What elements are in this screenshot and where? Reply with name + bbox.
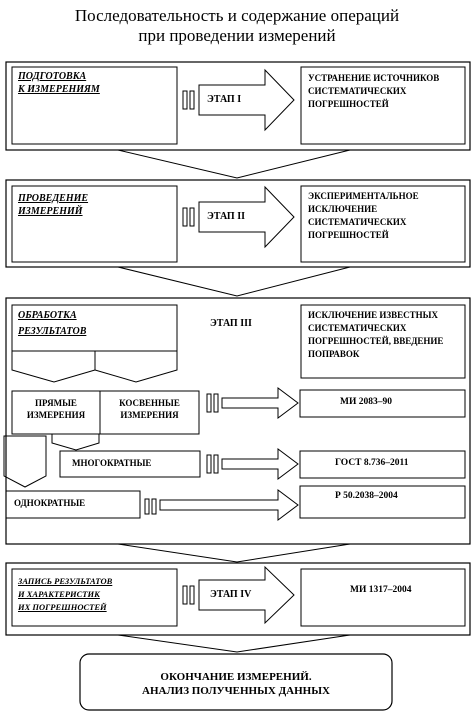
funnel-3 [118,544,350,562]
indirect-chevron [52,434,99,450]
conduct-stage-label: ЭТАП II [207,211,245,222]
prep-name-line-1: ПОДГОТОВКА [18,71,87,82]
conduct-result-line-3: СИСТЕМАТИЧЕСКИХ [308,217,407,227]
conduct-result-line-1: ЭКСПЕРИМЕНТАЛЬНОЕ [308,191,419,201]
record-stage-label: ЭТАП IV [210,589,252,600]
conduct-result-line-2: ИСКЛЮЧЕНИЕ [308,204,378,214]
prep-result-line-1: УСТРАНЕНИЕ ИСТОЧНИКОВ [308,73,440,83]
indirect-marker-bars [207,394,218,412]
final-line-1: ОКОНЧАНИЕ ИЗМЕРЕНИЙ. [160,671,312,683]
record-marker-bars [183,586,194,604]
prep-result-line-2: СИСТЕМАТИЧЕСКИХ [308,86,407,96]
direct-chevron [4,436,46,487]
process-result-line-4: ПОПРАВОК [308,349,360,359]
process-name-line-1: ОБРАБОТКА [18,310,77,321]
std-multiple-label: ГОСТ 8.736–2011 [335,458,409,468]
funnel-1 [118,150,350,178]
process-result-line-3: ПОГРЕШНОСТЕЙ, ВВЕДЕНИЕ [308,336,444,346]
std-indirect-label: МИ 2083–90 [340,397,392,407]
multiple-label: МНОГОКРАТНЫЕ [72,458,152,468]
final-line-2: АНАЛИЗ ПОЛУЧЕННЫХ ДАННЫХ [142,685,330,697]
record-name-line-1: ЗАПИСЬ РЕЗУЛЬТАТОВ [18,576,113,586]
indirect-label-line-1: КОСВЕННЫЕ [119,398,180,408]
title-line-2: при проведении измерений [138,26,336,45]
process-result-line-2: СИСТЕМАТИЧЕСКИХ [308,323,407,333]
conduct-name-line-1: ПРОВЕДЕНИЕ [18,193,89,204]
process-name-line-2: РЕЗУЛЬТАТОВ [18,326,87,337]
title-line-1: Последовательность и содержание операций [74,6,400,25]
conduct-result-line-4: ПОГРЕШНОСТЕЙ [308,230,389,240]
std-single-label: Р 50.2038–2004 [335,491,398,501]
conduct-name-line-2: ИЗМЕРЕНИЙ [18,206,83,217]
process-stage-label: ЭТАП III [210,318,252,329]
record-name-line-3: ИХ ПОГРЕШНОСТЕЙ [18,602,107,612]
funnel-4 [118,635,350,652]
multiple-arrow [222,449,298,479]
multiple-marker-bars [207,455,218,473]
prep-result-line-3: ПОГРЕШНОСТЕЙ [308,99,389,109]
single-label: ОДНОКРАТНЫЕ [14,498,86,508]
single-arrow [160,490,298,520]
indirect-label-line-2: ИЗМЕРЕНИЯ [120,410,179,420]
record-std-label: МИ 1317–2004 [350,585,412,595]
process-split-right [95,351,177,382]
process-split-left [12,351,95,382]
prep-name-line-2: К ИЗМЕРЕНИЯМ [18,84,100,95]
funnel-2 [118,267,350,296]
prep-marker-bars [183,91,194,109]
record-name-line-2: И ХАРАКТЕРИСТИК [18,589,100,599]
conduct-marker-bars [183,208,194,226]
prep-stage-label: ЭТАП I [207,94,242,105]
direct-label-line-1: ПРЯМЫЕ [35,398,77,408]
record-std-box [301,569,465,626]
indirect-arrow [222,388,298,418]
process-result-line-1: ИСКЛЮЧЕНИЕ ИЗВЕСТНЫХ [308,310,438,320]
single-marker-bars [145,499,156,514]
direct-label-line-2: ИЗМЕРЕНИЯ [26,410,86,420]
